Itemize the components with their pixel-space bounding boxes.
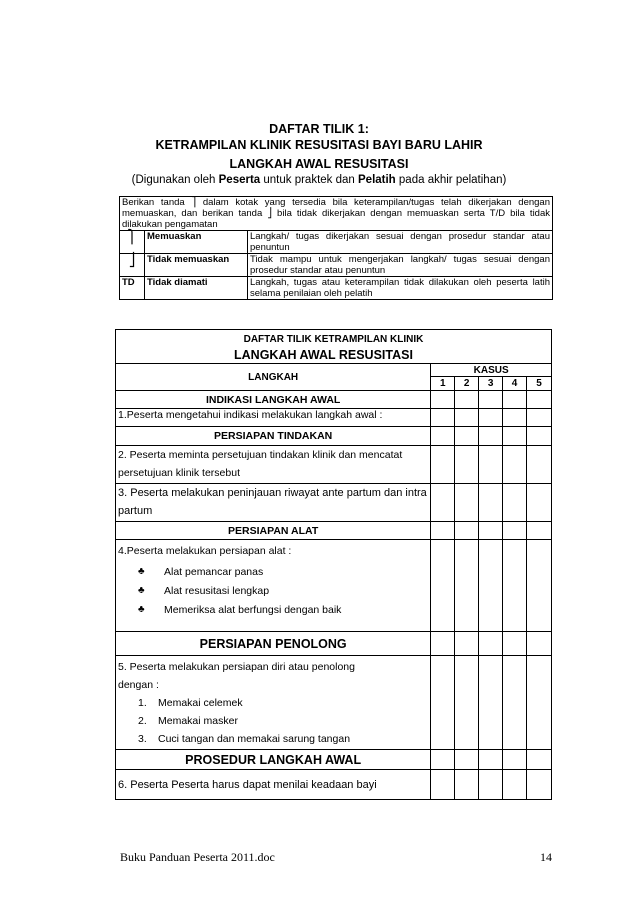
check-cell[interactable] <box>503 540 527 632</box>
check-cell[interactable] <box>479 409 503 427</box>
list-item <box>118 600 428 619</box>
check-cell[interactable] <box>455 522 479 540</box>
check-cell[interactable] <box>431 770 455 800</box>
section-header: PERSIAPAN ALAT <box>116 522 431 540</box>
doc-title-line3: LANGKAH AWAL RESUSITASI <box>229 157 409 171</box>
check-cell[interactable] <box>431 522 455 540</box>
club-bullet-icon: ♣ <box>138 585 145 596</box>
check-cell[interactable] <box>503 522 527 540</box>
legend-row <box>120 277 553 300</box>
check-cell[interactable] <box>479 484 503 522</box>
page-number: 14 <box>540 850 552 864</box>
table-title-2: LANGKAH AWAL RESUSITASI <box>116 347 552 364</box>
subtitle-pre: (Digunakan oleh <box>131 174 219 186</box>
kasus-number: 5 <box>527 377 552 391</box>
subtitle-post: pada akhir pelatihan) <box>395 174 507 186</box>
doc-subtitle <box>0 174 638 186</box>
bullet-text: Alat pemancar panas <box>164 565 264 578</box>
check-cell[interactable] <box>527 484 552 522</box>
step-item-4 <box>116 540 431 632</box>
check-cell[interactable] <box>527 522 552 540</box>
list-text: Memakai celemek <box>158 697 243 709</box>
section-header: PROSEDUR LANGKAH AWAL <box>116 750 431 770</box>
check-cell[interactable] <box>479 770 503 800</box>
check-cell[interactable] <box>503 409 527 427</box>
check-cell[interactable] <box>431 484 455 522</box>
check-cell[interactable] <box>503 391 527 409</box>
bullet-text: Alat resusitasi lengkap <box>164 584 270 597</box>
legend-label: Tidak diamati <box>145 277 248 300</box>
check-cell[interactable] <box>527 540 552 632</box>
check-cell[interactable] <box>527 770 552 800</box>
check-cell[interactable] <box>527 632 552 656</box>
legend-desc: Langkah, tugas atau keterampilan tidak dilakukan oleh peserta latih selama penilaian oleh pelatih <box>248 277 553 300</box>
check-cell[interactable] <box>431 409 455 427</box>
subtitle-mid: untuk praktek dan <box>260 174 358 186</box>
kasus-number: 3 <box>479 377 503 391</box>
check-cell[interactable] <box>431 427 455 446</box>
cross-symbol: ⎦ <box>120 254 145 277</box>
check-cell[interactable] <box>431 656 455 750</box>
check-cell[interactable] <box>527 750 552 770</box>
check-cell[interactable] <box>455 770 479 800</box>
subtitle-peserta: Peserta <box>218 174 261 186</box>
list-item <box>118 562 428 581</box>
check-cell[interactable] <box>503 632 527 656</box>
club-bullet-icon: ♣ <box>138 604 145 615</box>
check-cell[interactable] <box>431 632 455 656</box>
list-item <box>118 581 428 600</box>
step-item: 2. Peserta meminta persetujuan tindakan klinik dan mencatat persetujuan klinik tersebut <box>116 446 431 484</box>
list-item <box>118 694 428 712</box>
check-cell[interactable] <box>479 750 503 770</box>
check-cell[interactable] <box>431 391 455 409</box>
step-item: 4.Peserta melakukan persiapan alat : <box>118 545 292 557</box>
check-cell[interactable] <box>503 427 527 446</box>
check-cell[interactable] <box>455 750 479 770</box>
list-number: 3. <box>138 733 147 745</box>
check-cell[interactable] <box>527 409 552 427</box>
section-header: PERSIAPAN PENOLONG <box>116 632 431 656</box>
check-cell[interactable] <box>479 540 503 632</box>
check-cell[interactable] <box>479 427 503 446</box>
section-header: PERSIAPAN TINDAKAN <box>116 427 431 446</box>
table-title-1: DAFTAR TILIK KETRAMPILAN KLINIK <box>116 330 552 347</box>
check-cell[interactable] <box>431 446 455 484</box>
check-cell[interactable] <box>527 427 552 446</box>
step-item: 1.Peserta mengetahui indikasi melakukan langkah awal : <box>116 409 431 427</box>
bullet-text: Memeriksa alat berfungsi dengan baik <box>164 603 342 616</box>
subtitle-pelatih: Pelatih <box>358 174 396 186</box>
step-item-5 <box>116 656 431 750</box>
check-cell[interactable] <box>479 446 503 484</box>
legend-label: Memuaskan <box>145 231 248 254</box>
doc-title-line1: DAFTAR TILIK 1: <box>269 122 369 136</box>
check-cell[interactable] <box>527 446 552 484</box>
check-cell[interactable] <box>455 484 479 522</box>
check-symbol: ⎫ <box>120 231 145 254</box>
doc-title-line2: KETRAMPILAN KLINIK RESUSITASI BAYI BARU LAHIR <box>155 138 483 152</box>
section-header: INDIKASI LANGKAH AWAL <box>116 391 431 409</box>
legend-row <box>120 231 553 254</box>
kasus-number: 2 <box>455 377 479 391</box>
list-number: 1. <box>138 697 147 709</box>
list-number: 2. <box>138 715 147 727</box>
check-cell[interactable] <box>479 632 503 656</box>
legend-desc: Langkah/ tugas dikerjakan sesuai dengan prosedur standar atau penuntun <box>248 231 553 254</box>
step-item: 3. Peserta melakukan peninjauan riwayat ante partum dan intra partum <box>116 484 431 522</box>
check-cell[interactable] <box>455 632 479 656</box>
check-cell[interactable] <box>503 446 527 484</box>
kasus-number: 4 <box>503 377 527 391</box>
check-cell[interactable] <box>479 522 503 540</box>
check-cell[interactable] <box>455 427 479 446</box>
check-cell[interactable] <box>479 656 503 750</box>
check-cell[interactable] <box>503 770 527 800</box>
list-text: Memakai masker <box>158 715 238 727</box>
check-cell[interactable] <box>527 656 552 750</box>
check-cell[interactable] <box>431 540 455 632</box>
legend-table <box>119 196 553 300</box>
check-cell[interactable] <box>479 391 503 409</box>
check-cell[interactable] <box>503 484 527 522</box>
check-cell[interactable] <box>503 656 527 750</box>
legend-intro: Berikan tanda ⎤ dalam kotak yang tersedia bila keterampilan/tugas telah dikerjakan dengan memuaskan, dan berikan tanda ⎦ bila tidak dikerjakan dengan memuaskan serta T/D bila tidak dilakukan pengamatan <box>120 197 553 231</box>
legend-row <box>120 254 553 277</box>
check-cell[interactable] <box>455 656 479 750</box>
check-cell[interactable] <box>455 446 479 484</box>
list-item <box>118 712 428 730</box>
check-cell[interactable] <box>455 540 479 632</box>
legend-desc: Tidak mampu untuk mengerjakan langkah/ tugas sesuai dengan prosedur standar atau penuntun <box>248 254 553 277</box>
checklist-table <box>115 329 552 800</box>
td-symbol: TD <box>120 277 145 300</box>
col-langkah-header: LANGKAH <box>116 364 431 391</box>
footer-doc-name: Buku Panduan Peserta 2011.doc <box>120 850 275 864</box>
check-cell[interactable] <box>503 750 527 770</box>
kasus-number: 1 <box>431 377 455 391</box>
check-cell[interactable] <box>455 409 479 427</box>
check-cell[interactable] <box>431 750 455 770</box>
legend-label: Tidak memuaskan <box>145 254 248 277</box>
step-item: 5. Peserta melakukan persiapan diri atau penolong dengan : <box>118 661 355 691</box>
club-bullet-icon: ♣ <box>138 566 145 577</box>
check-cell[interactable] <box>527 391 552 409</box>
col-kasus-header: KASUS <box>431 364 552 377</box>
check-cell[interactable] <box>455 391 479 409</box>
step-item: 6. Peserta Peserta harus dapat menilai keadaan bayi <box>116 770 431 800</box>
list-text: Cuci tangan dan memakai sarung tangan <box>158 733 351 745</box>
list-item <box>118 730 428 748</box>
